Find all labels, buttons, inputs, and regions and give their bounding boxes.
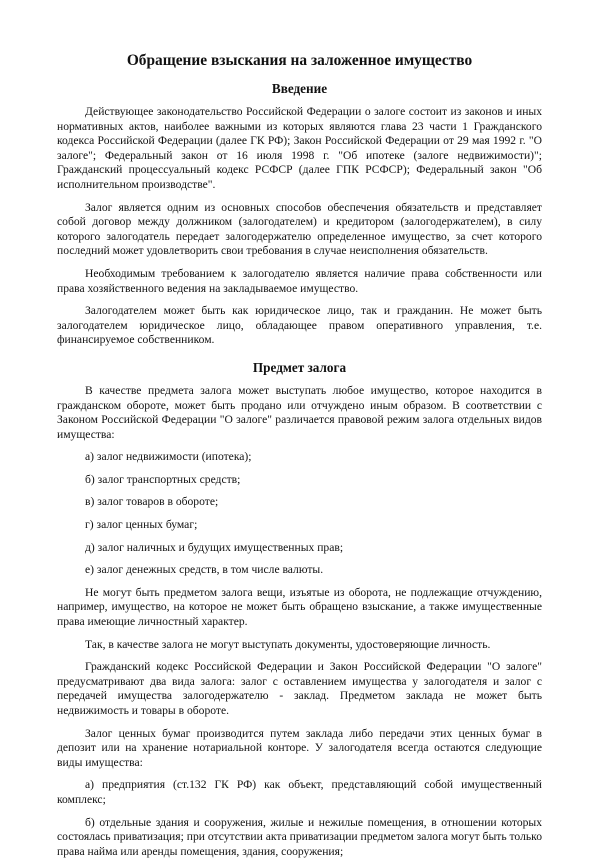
paragraph: Действующее законодательство Российской Федерации о залоге состоит из законов и иных нормативных актов, наиболее важными из которых являются глава 23 части 1 Гражданского кодекса Российской Федерации (далее ГК РФ); Закон Российской Федерации от 29 мая 1992 г. "О залоге"; Федеральный закон от 16 июля 1998 г. "Об ипотеке (залоге недвижимости)"; Гражданский процессуальный кодекс РСФСР (далее ГПК РСФСР); Федеральный закон "Об исполнительном производстве". [57,105,542,191]
list-item: е) залог денежных средств, в том числе валюты. [85,563,324,577]
list-item: б) отдельные здания и сооружения, жилые и нежилые помещения, в отношении которых состоялась приватизация; при отсутствии акта приватизации предметом залога могут быть только права найма или аренды помещения, здания, сооружения; [57,815,542,858]
list-item: а) залог недвижимости (ипотека); [85,450,252,464]
section-heading-pledge-subject: Предмет залога [252,359,347,375]
list-item: д) залог наличных и будущих имущественных прав; [85,540,344,554]
section-heading-introduction: Введение [271,81,328,96]
paragraph: Залогодателем может быть как юридическое лицо, так и гражданин. Не может быть залогодателем юридическое лицо, обладающее правом оперативного управления, т.е. финансируемое собственником. [57,304,542,347]
list-item: г) залог ценных бумаг; [85,518,198,532]
paragraph: Необходимым требованием к залогодателю является наличие права собственности или права хозяйственного ведения на закладываемое имущество. [57,266,542,295]
list-item: а) предприятия (ст.132 ГК РФ) как объект, представляющий собой имущественный комплекс; [57,778,542,806]
paragraph: Залог ценных бумаг производится путем заклада либо передачи этих ценных бумаг в депозит или на хранение нотариальной конторе. У залогодателя всегда остаются следующие виды имущества: [57,726,542,769]
paragraph: Не могут быть предметом залога вещи, изъятые из оборота, не подлежащие отчуждению, например, имущество, на которое не может быть обращено взыскание, а также имущественные права имеющие личностный характер. [57,585,542,629]
paragraph: В качестве предмета залога может выступать любое имущество, которое находится в гражданском обороте, может быть продано или отчуждено иным образом. В соответствии с Законом Российской Федерации "О залоге" различается правовой режим залога отдельных видов имущества: [57,383,542,441]
list-item: б) залог транспортных средств; [85,472,241,486]
paragraph: Залог является одним из основных способов обеспечения обязательств и представляет собой договор между должником (залогодателем) и кредитором (залогодержателем), в силу которого залогодатель передает залогодержателю определенное имущество, за счет которого последний может удовлетворить свои требования в случае неисполнения обязательств. [57,200,542,258]
paragraph: Так, в качестве залога не могут выступать документы, удостоверяющие личность. [85,637,491,651]
paragraph: Гражданский кодекс Российской Федерации и Закон Российской Федерации "О залоге" предусматривают два вида залога: залог с оставлением имущества у залогодателя и залог с передачей имущества залогодержателю - заклад. Предметом заклада не может быть недвижимость и товары в обороте. [57,660,542,717]
list-item: в) залог товаров в обороте; [85,495,219,509]
document-title: Обращение взыскания на заложенное имущество [126,52,473,69]
